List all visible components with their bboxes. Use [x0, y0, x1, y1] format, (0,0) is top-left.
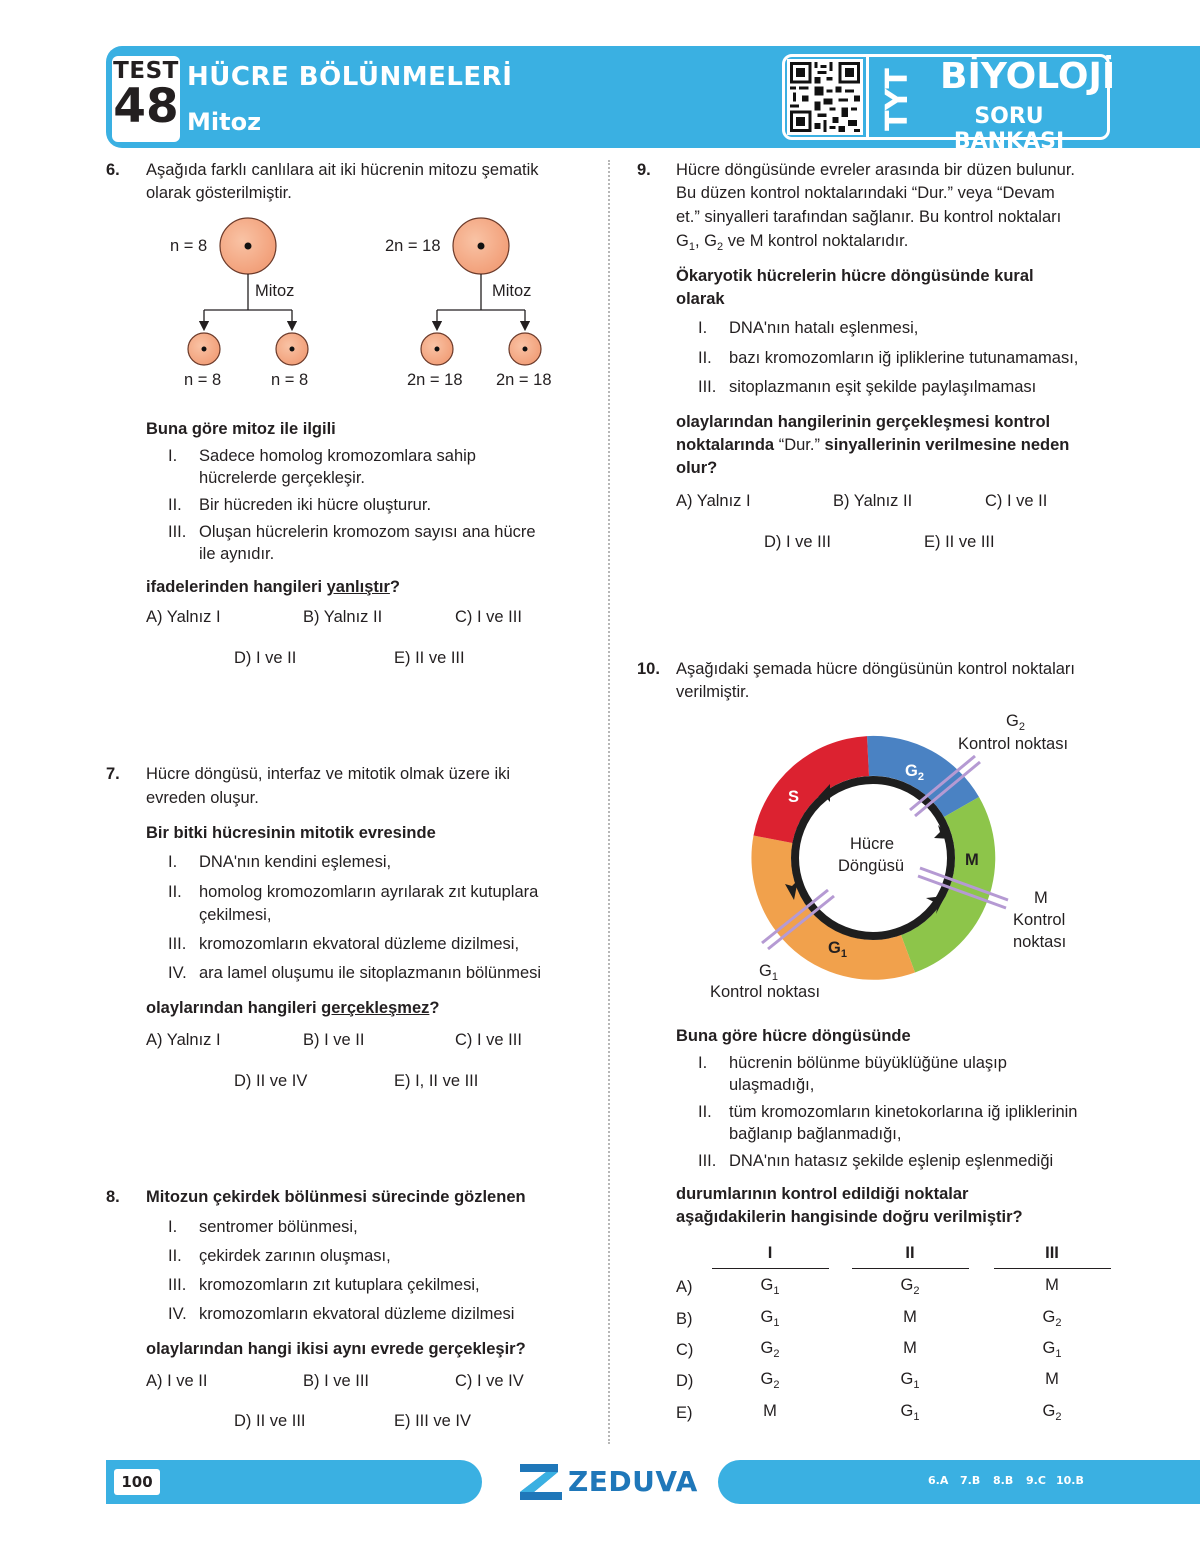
q10-m-checkpoint-label1: Kontrol [1013, 911, 1066, 929]
q6-right-parent-label: 2n = 18 [385, 237, 441, 255]
q10-item2-line1: tüm kromozomların kinetokorlarına iğ ipliklerinin [729, 1103, 1078, 1121]
q7-option-c[interactable]: C) I ve III [455, 1031, 522, 1049]
q8-item-numeral: II. [168, 1247, 182, 1265]
q8-question: olaylarından hangi ikisi aynı evrede gerçekleşir? [146, 1340, 526, 1358]
q8-option-c[interactable]: C) I ve IV [455, 1372, 524, 1390]
table-header-rule [852, 1268, 969, 1269]
zeduva-logo-text: ZEDUVA [568, 1465, 698, 1498]
table-cell: $G_1$ [900, 1370, 920, 1391]
q9-item2-line1: bazı kromozomların iğ ipliklerine tutunamaması, [729, 349, 1079, 367]
q6-option-b[interactable]: B) Yalnız II [303, 608, 383, 626]
q7-item4-line1: ara lamel oluşumu ile sitoplazmanın bölünmesi [199, 964, 542, 982]
q6-item3-line2: ile aynıdır. [199, 545, 275, 563]
q8-option-e[interactable]: E) III ve IV [394, 1412, 472, 1430]
q9-option-d[interactable]: D) I ve III [764, 533, 831, 551]
footer-left-band [106, 1460, 482, 1504]
q6-item3-line1: Oluşan hücrelerin kromozom sayısı ana hücre [199, 523, 536, 541]
column-divider [608, 160, 610, 1444]
brand-series: SORU BANKASI [953, 104, 1065, 154]
q10-table-header: III [1045, 1244, 1059, 1262]
q10-table-header: I [767, 1244, 773, 1262]
answer-key-item: 6.A [928, 1474, 949, 1487]
q9-stem-line2: Bu düzen kontrol noktalarındaki “Dur.” veya “Devam [676, 184, 1055, 202]
table-cell: $G_2$ [1042, 1402, 1062, 1423]
tyt-label: TYT [879, 67, 915, 131]
q10-option-c[interactable]: C) [676, 1341, 694, 1359]
q7-option-d[interactable]: D) II ve IV [234, 1072, 308, 1090]
q6-left-mitoz-label: Mitoz [255, 282, 295, 300]
table-cell: $G_2$ [760, 1370, 780, 1391]
q9-stem-line3: et.” sinyalleri tarafından sağlanır. Bu kontrol noktaları [676, 208, 1062, 226]
q7-option-e[interactable]: E) I, II ve III [394, 1072, 479, 1090]
q9-item-numeral: III. [698, 378, 717, 396]
q6-stem-line1: Aşağıda farklı canlılara ait iki hücrenin mitozu şematik [146, 161, 539, 179]
q6-item1-line1: Sadece homolog kromozomlara sahip [199, 447, 476, 465]
q6-item-numeral: I. [168, 447, 178, 465]
q7-item2-line1: homolog kromozomların ayrılarak zıt kutuplara [199, 883, 539, 901]
q6-lead: Buna göre mitoz ile ilgili [146, 420, 336, 438]
q8-item2-line1: çekirdek zarının oluşması, [199, 1247, 391, 1265]
q6-left-child2-label: n = 8 [271, 371, 309, 389]
q6-item-numeral: III. [168, 523, 187, 541]
q10-item3-line1: DNA'nın hatasız şekilde eşlenip eşlenmediği [729, 1152, 1054, 1170]
q10-phase-m: M [965, 851, 979, 869]
q6-left-child1-label: n = 8 [184, 371, 222, 389]
page-title: HÜCRE BÖLÜNMELERİ [187, 62, 513, 92]
q10-option-a[interactable]: A) [676, 1278, 693, 1296]
q7-item3-line1: kromozomların ekvatoral düzleme dizilmesi, [199, 935, 520, 953]
table-cell: M [1045, 1370, 1059, 1388]
q10-item-numeral: III. [698, 1152, 717, 1170]
q9-question-line2: noktalarında “Dur.” sinyallerinin verilmesine neden [676, 436, 1070, 454]
table-header-rule [994, 1268, 1111, 1269]
q7-question: olaylarından hangileri gerçekleşmez? [146, 999, 440, 1017]
test-label: TEST [113, 58, 179, 84]
q7-lead: Bir bitki hücresinin mitotik evresinde [146, 824, 436, 842]
q6-item2-line1: Bir hücreden iki hücre oluşturur. [199, 496, 432, 514]
q8-option-a[interactable]: A) I ve II [146, 1372, 208, 1390]
q10-item1-line1: hücrenin bölünme büyüklüğüne ulaşıp [729, 1054, 1007, 1072]
answer-key-item: 9.C [1026, 1474, 1046, 1487]
q7-item-numeral: II. [168, 883, 182, 901]
q9-item-numeral: I. [698, 319, 708, 337]
test-number: 48 [113, 79, 179, 134]
q9-item-numeral: II. [698, 349, 712, 367]
page-number: 100 [114, 1469, 160, 1495]
table-cell: $G_2$ [900, 1276, 920, 1297]
q7-stem-line2: evreden oluşur. [146, 789, 259, 807]
q9-item3-line1: sitoplazmanın eşit şekilde paylaşılmaması [729, 378, 1037, 396]
q7-item1-line1: DNA'nın kendini eşlemesi, [199, 853, 392, 871]
q10-question-line2: aşağıdakilerin hangisinde doğru verilmiştir? [676, 1208, 1023, 1226]
q10-table-header: II [905, 1244, 915, 1262]
q10-option-d[interactable]: D) [676, 1372, 694, 1390]
q10-option-b[interactable]: B) [676, 1310, 693, 1328]
q6-left-parent-label: n = 8 [170, 237, 208, 255]
q8-item-numeral: IV. [168, 1305, 187, 1323]
q6-item-numeral: II. [168, 496, 182, 514]
q9-option-e[interactable]: E) II ve III [924, 533, 995, 551]
q7-option-a[interactable]: A) Yalnız I [146, 1031, 221, 1049]
q10-g2-checkpoint-label: Kontrol noktası [958, 735, 1069, 753]
q10-g1-checkpoint-label: Kontrol noktası [710, 983, 821, 1001]
q10-stem-line1: Aşağıdaki şemada hücre döngüsünün kontrol noktaları [676, 660, 1076, 678]
answer-key-item: 8.B [993, 1474, 1014, 1487]
q8-option-b[interactable]: B) I ve III [303, 1372, 370, 1390]
table-cell: M [1045, 1276, 1059, 1294]
s-phase-segment [754, 736, 870, 843]
q10-item-numeral: I. [698, 1054, 708, 1072]
test-badge [112, 56, 180, 142]
q6-option-e[interactable]: E) II ve III [394, 649, 465, 667]
answer-key-item: 10.B [1056, 1474, 1084, 1487]
q8-item1-line1: sentromer bölünmesi, [199, 1218, 358, 1236]
q8-number: 8. [106, 1188, 120, 1206]
q7-number: 7. [106, 765, 120, 783]
table-cell: $G_1$ [1042, 1339, 1062, 1360]
q10-g1-checkpoint-title: $G_1$ [759, 962, 778, 983]
table-header-rule [712, 1268, 829, 1269]
q6-right-mitoz-label: Mitoz [492, 282, 532, 300]
page-subtitle: Mitoz [187, 108, 262, 136]
q6-question: ifadelerinden hangileri yanlıştır? [146, 578, 400, 596]
q10-option-e[interactable]: E) [676, 1404, 693, 1422]
table-cell: M [903, 1308, 917, 1326]
q8-item-numeral: III. [168, 1276, 187, 1294]
q10-m-checkpoint-label2: noktası [1013, 933, 1067, 951]
qr-code-icon[interactable] [787, 59, 863, 135]
q10-stem-line2: verilmiştir. [676, 683, 750, 701]
table-cell: $G_2$ [1042, 1308, 1062, 1329]
q8-item3-line1: kromozomların zıt kutuplara çekilmesi, [199, 1276, 480, 1294]
zeduva-logo-icon [518, 1462, 564, 1502]
table-cell: $G_1$ [760, 1308, 780, 1329]
q6-item1-line2: hücrelerde gerçekleşir. [199, 469, 365, 487]
q7-item2-line2: çekilmesi, [199, 906, 272, 924]
q10-center-line2: Döngüsü [838, 857, 905, 875]
q10-phase-g2: $G_2$ [905, 762, 924, 783]
q10-item-numeral: II. [698, 1103, 712, 1121]
q10-g2-checkpoint-title: $G_2$ [1006, 712, 1025, 733]
q10-question-line1: durumlarının kontrol edildiği noktalar [676, 1185, 969, 1203]
q10-number: 10. [637, 660, 660, 678]
q6-option-a[interactable]: A) Yalnız I [146, 608, 221, 626]
q10-m-checkpoint-title: M [1034, 889, 1048, 907]
q7-item-numeral: IV. [168, 964, 187, 982]
q9-option-c[interactable]: C) I ve II [985, 492, 1048, 510]
q6-right-child2-label: 2n = 18 [496, 371, 552, 389]
q9-stem-line1: Hücre döngüsünde evreler arasında bir düzen bulunur. [676, 161, 1076, 179]
q10-phase-s: S [788, 788, 800, 806]
q9-question-line1: olaylarından hangilerinin gerçekleşmesi kontrol [676, 413, 1051, 431]
q8-option-d[interactable]: D) II ve III [234, 1412, 306, 1430]
q9-item1-line1: DNA'nın hatalı eşlenmesi, [729, 319, 919, 337]
q9-question-line3: olur? [676, 459, 718, 477]
table-cell: $G_1$ [900, 1402, 920, 1423]
q8-item-numeral: I. [168, 1218, 178, 1236]
q7-option-b[interactable]: B) I ve II [303, 1031, 365, 1049]
brand-separator [866, 54, 869, 140]
q9-option-a[interactable]: A) Yalnız I [676, 492, 751, 510]
brand-subject: BİYOLOJİ [940, 56, 1116, 97]
q6-number: 6. [106, 161, 120, 179]
q6-stem-line2: olarak gösterilmiştir. [146, 184, 292, 202]
q6-option-c[interactable]: C) I ve III [455, 608, 522, 626]
table-cell: $G_1$ [760, 1276, 780, 1297]
table-cell: $G_2$ [760, 1339, 780, 1360]
q10-center-line1: Hücre [850, 835, 895, 853]
q9-lead-line2: olarak [676, 290, 725, 308]
q9-lead-line1: Ökaryotik hücrelerin hücre döngüsünde kural [676, 267, 1034, 285]
q10-item2-line2: bağlanıp bağlanmadığı, [729, 1125, 902, 1143]
q8-stem: Mitozun çekirdek bölünmesi sürecinde gözlenen [146, 1188, 526, 1206]
q9-option-b[interactable]: B) Yalnız II [833, 492, 913, 510]
q9-number: 9. [637, 161, 651, 179]
q10-lead: Buna göre hücre döngüsünde [676, 1027, 911, 1045]
footer-right-band [718, 1460, 1200, 1504]
table-cell: M [763, 1402, 777, 1420]
q10-phase-g1: $G_1$ [828, 939, 847, 960]
q8-item4-line1: kromozomların ekvatoral düzleme dizilmesi [199, 1305, 515, 1323]
q7-item-numeral: III. [168, 935, 187, 953]
q6-right-child1-label: 2n = 18 [407, 371, 463, 389]
q10-item1-line2: ulaşmadığı, [729, 1076, 815, 1094]
q6-option-d[interactable]: D) I ve II [234, 649, 297, 667]
q7-item-numeral: I. [168, 853, 178, 871]
q7-stem-line1: Hücre döngüsü, interfaz ve mitotik olmak üzere iki [146, 765, 511, 783]
table-cell: M [903, 1339, 917, 1357]
answer-key-item: 7.B [960, 1474, 981, 1487]
q9-stem-line4: $G_1$, $G_2$ ve M kontrol noktalarıdır. [676, 232, 909, 253]
